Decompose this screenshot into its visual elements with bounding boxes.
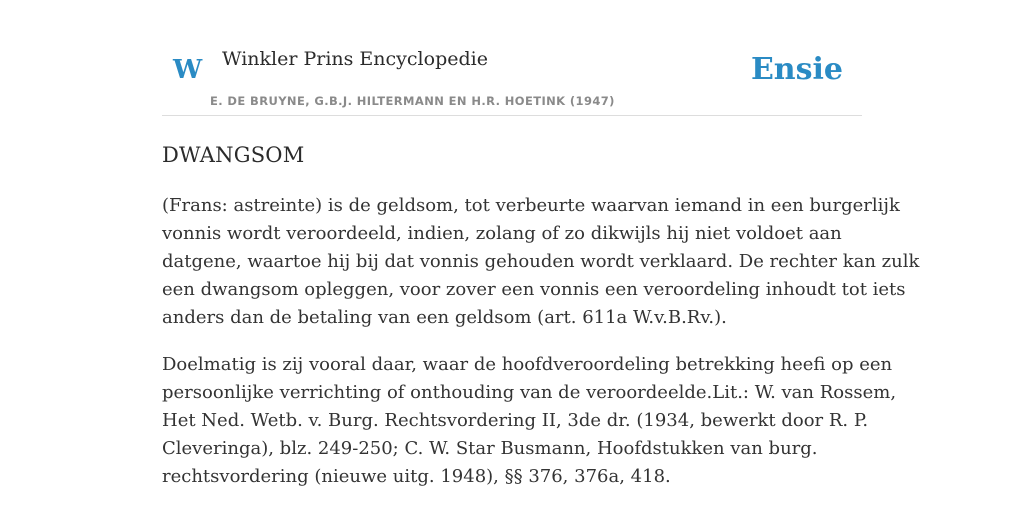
entry-body xyxy=(162,192,920,510)
text-line: vonnis wordt veroordeeld, indien, zolang of zo dikwijls hij niet voldoet aan xyxy=(162,223,842,244)
authors-line: E. DE BRUYNE, G.B.J. HILTERMANN EN H.R. HOETINK (1947) xyxy=(210,94,615,108)
text-line: een dwangsom opleggen, voor zover een vonnis een veroordeling inhoudt tot iets xyxy=(162,279,906,300)
text-line: datgene, waartoe hij bij dat vonnis gehouden wordt verklaard. De rechter kan zulk xyxy=(162,251,920,272)
entry-title: DWANGSOM xyxy=(162,143,305,167)
text-line: Cleveringa), blz. 249-250; C. W. Star Busmann, Hoofdstukken van burg. xyxy=(162,438,818,459)
entry-paragraph xyxy=(162,351,897,491)
text-line: rechtsvordering (nieuwe uitg. 1948), §§ 376, 376a, 418. xyxy=(162,466,671,487)
text-line: Doelmatig is zij vooral daar, waar de hoofdveroordeling betrekking heefi op een xyxy=(162,354,893,375)
text-line: Het Ned. Wetb. v. Burg. Rechtsvordering II, 3de dr. (1934, bewerkt door R. P. xyxy=(162,410,869,431)
text-line: (Frans: astreinte) is de geldsom, tot verbeurte waarvan iemand in een burgerlijk xyxy=(162,195,900,216)
ensie-brand-logo[interactable]: Ensie xyxy=(750,52,843,87)
entry-paragraph xyxy=(162,192,920,332)
header-divider xyxy=(162,115,862,116)
book-title[interactable]: Winkler Prins Encyclopedie xyxy=(222,48,488,70)
encyclopedia-logo[interactable]: W xyxy=(173,55,203,85)
text-line: anders dan de betaling van een geldsom (art. 611a W.v.B.Rv.). xyxy=(162,307,727,328)
text-line: persoonlijke verrichting of onthouding van de veroordeelde.Lit.: W. van Rossem, xyxy=(162,382,897,403)
